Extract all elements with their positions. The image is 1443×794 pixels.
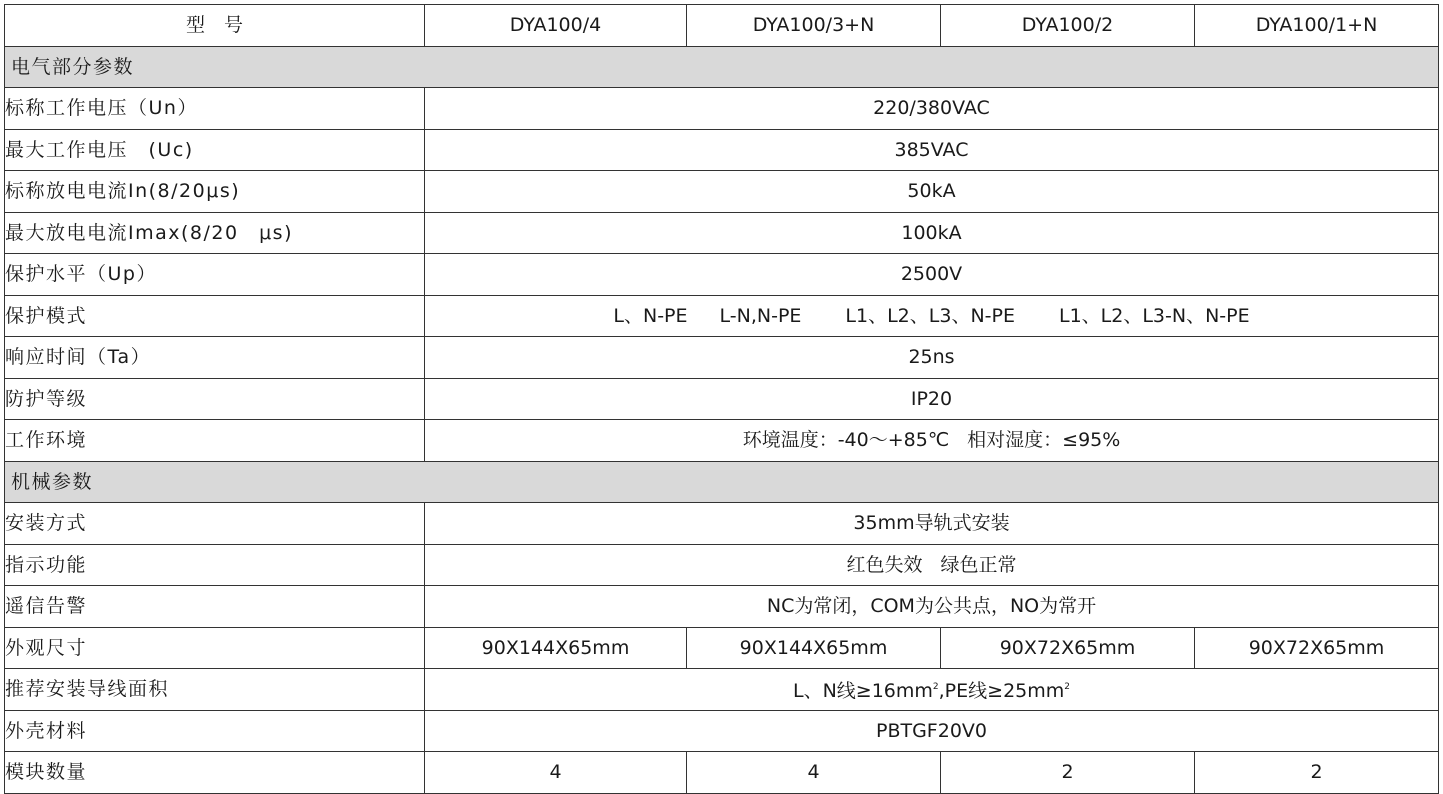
section-row — [5, 46, 1439, 88]
table-row — [5, 129, 1439, 171]
dimension-value: 90X72X65mm — [1195, 627, 1439, 669]
row-label: 工作环境 — [5, 420, 425, 462]
protection-mode: L1、L2、L3、N-PE — [845, 304, 1015, 327]
header-row — [5, 5, 1439, 47]
row-label: 外壳材料 — [5, 710, 425, 752]
row-label: 响应时间（Ta） — [5, 337, 425, 379]
row-label: 最大放电电流Imax(8/20 μs) — [5, 212, 425, 254]
wire-area-value — [425, 669, 1439, 711]
temperature-range: 环境温度：-40～+85℃ — [742, 429, 950, 452]
row-label: 模块数量 — [5, 752, 425, 794]
row-label: 推荐安装导线面积 — [5, 669, 425, 711]
table-row — [5, 669, 1439, 711]
table-row — [5, 378, 1439, 420]
table-row — [5, 337, 1439, 379]
row-value: PBTGF20V0 — [425, 710, 1439, 752]
table-row — [5, 752, 1439, 794]
row-value: 2500V — [425, 254, 1439, 296]
model-header-label: 型 号 — [5, 5, 425, 47]
dimension-value: 90X72X65mm — [941, 627, 1195, 669]
row-value: 25ns — [425, 337, 1439, 379]
row-value: 35mm导轨式安装 — [425, 503, 1439, 545]
row-value: 50kA — [425, 171, 1439, 213]
table-row — [5, 295, 1439, 337]
row-label: 标称放电电流In(8/20μs) — [5, 171, 425, 213]
wire-area-ln-sup: 2 — [932, 682, 939, 693]
wire-area-ln: L、N线≥16mm — [792, 680, 933, 703]
row-label: 保护模式 — [5, 295, 425, 337]
table-row — [5, 254, 1439, 296]
table-row — [5, 627, 1439, 669]
indicator-green: 绿色正常 — [940, 553, 1017, 576]
row-label: 最大工作电压 (Uc) — [5, 129, 425, 171]
wire-area-pe-sup: 2 — [1064, 682, 1070, 693]
dimension-value: 90X144X65mm — [687, 627, 941, 669]
module-count-value: 4 — [687, 752, 941, 794]
table-row — [5, 212, 1439, 254]
table-row — [5, 420, 1439, 462]
row-value: NC为常闭，COM为公共点，NO为常开 — [425, 586, 1439, 628]
indicator-values — [425, 544, 1439, 586]
row-label: 标称工作电压（Un） — [5, 88, 425, 130]
wire-area-pe: ,PE线≥25mm — [938, 680, 1065, 703]
protection-mode: L-N,N-PE — [719, 304, 802, 327]
table-row — [5, 586, 1439, 628]
module-count-value: 4 — [425, 752, 687, 794]
table-row — [5, 710, 1439, 752]
row-value: 100kA — [425, 212, 1439, 254]
module-count-value: 2 — [1195, 752, 1439, 794]
row-value: 220/380VAC — [425, 88, 1439, 130]
row-label: 指示功能 — [5, 544, 425, 586]
row-value: IP20 — [425, 378, 1439, 420]
row-label: 安装方式 — [5, 503, 425, 545]
section-title-electrical: 电气部分参数 — [5, 46, 1439, 88]
model-header: DYA100/2 — [941, 5, 1195, 47]
row-label: 防护等级 — [5, 378, 425, 420]
model-header: DYA100/3+N — [687, 5, 941, 47]
section-title-mechanical: 机械参数 — [5, 461, 1439, 503]
module-count-value: 2 — [941, 752, 1195, 794]
protection-mode: L1、L2、L3-N、N-PE — [1058, 304, 1250, 327]
dimension-value: 90X144X65mm — [425, 627, 687, 669]
table-row — [5, 544, 1439, 586]
protection-mode-values — [425, 295, 1439, 337]
table-row — [5, 171, 1439, 213]
row-value: 385VAC — [425, 129, 1439, 171]
section-row — [5, 461, 1439, 503]
row-label: 保护水平（Up） — [5, 254, 425, 296]
humidity-range: 相对湿度：≤95% — [967, 429, 1121, 452]
protection-mode: L、N-PE — [613, 304, 688, 327]
table-row — [5, 503, 1439, 545]
environment-values — [425, 420, 1439, 462]
indicator-red: 红色失效 — [846, 553, 923, 576]
row-label: 外观尺寸 — [5, 627, 425, 669]
model-header: DYA100/1+N — [1195, 5, 1439, 47]
table-row — [5, 88, 1439, 130]
spec-table — [4, 4, 1439, 794]
row-label: 遥信告警 — [5, 586, 425, 628]
model-header: DYA100/4 — [425, 5, 687, 47]
